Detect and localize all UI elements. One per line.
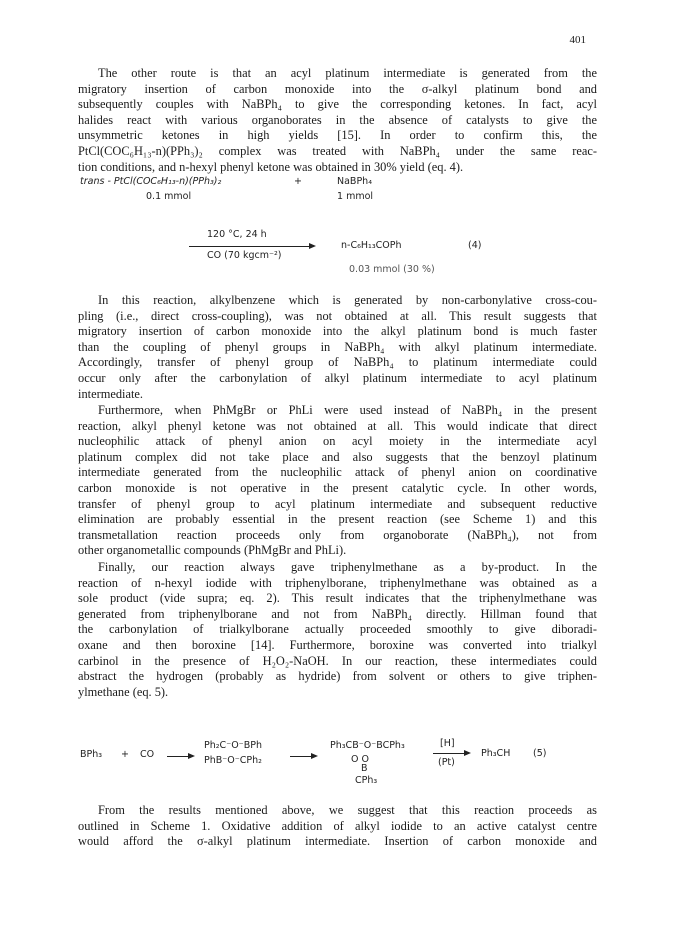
eq5-plus: + [121, 749, 129, 760]
eq4-product: n-C₆H₁₃COPh [341, 240, 402, 251]
eq4-conditions-top: 120 °C, 24 h [207, 229, 267, 240]
text-line: carbinol in the presence of H₂O₂-NaOH. In our reaction, these intermediates could [78, 653, 597, 668]
text-line: In this reaction, alkylbenzene which is generated by non-carbonylative cross-cou- [98, 293, 597, 307]
eq5-intermediate-1-top: Ph₂C⁻O⁻BPh [204, 740, 262, 751]
eq5-intermediate-2-oxygens: O O [351, 754, 369, 765]
eq4-reactant-1: trans - PtCl(COC₆H₁₃-n)(PPh₃)₂ [80, 176, 222, 187]
eq5-arrow-1 [167, 756, 189, 757]
paragraph-1 [78, 66, 597, 175]
text-line: The other route is that an acyl platinum intermediate is generated from the [98, 66, 597, 80]
text-line: generated from triphenylborane and not from NaBPh₄ directly. Hillman found that [78, 606, 597, 621]
text-line: occur only after the carbonylation of alkyl platinum intermediate to acyl platinum [78, 370, 597, 385]
eq4-amount-2: 1 mmol [337, 191, 374, 202]
text-line: halides react with various organoborates in the absence of catalysts to give the [78, 112, 597, 127]
text-line: oxane and then boroxine [14]. Furthermore, boroxine was converted into trialkyl [78, 637, 597, 652]
eq5-arrowhead-2 [311, 753, 318, 759]
paragraph-2 [78, 293, 597, 402]
eq5-arrowhead-3 [464, 750, 471, 756]
text-line: Finally, our reaction always gave triphenylmethane as a by-product. In the [98, 560, 597, 574]
eq5-intermediate-2-top: Ph₃CB⁻O⁻BCPh₃ [330, 740, 405, 751]
paragraph-3 [78, 403, 597, 559]
text-line: would afford the σ-alkyl platinum intermediate. Insertion of carbon monoxide and [78, 834, 597, 849]
text-line: the carbonylation of trialkylborane actually proceeded smoothly to give diboradi- [78, 622, 597, 637]
text-line: pling (i.e., direct cross-coupling), was not obtained at all. This result suggests that [78, 308, 597, 323]
eq5-reactant: BPh₃ [80, 749, 103, 760]
eq4-label: (4) [468, 240, 482, 251]
text-line: elimination are probably essential in the present reaction (see Scheme 1) and this [78, 512, 597, 527]
eq5-reagent-top: [H] [440, 738, 455, 749]
eq5-product: Ph₃CH [481, 748, 511, 759]
text-line: intermediate. [78, 386, 144, 401]
text-line: tion conditions, and n-hexyl phenyl ketone was obtained in 30% yield (eq. 4). [78, 159, 464, 174]
eq4-arrow [189, 246, 310, 247]
eq5-arrow-2 [290, 756, 312, 757]
text-line: abstract the hydrogen (probably as hydride) from solvent or others to give triphen- [78, 669, 597, 684]
text-line: intermediate generated from the nucleophilic attack of phenyl anion on coordinative [78, 465, 597, 480]
text-line: From the results mentioned above, we suggest that this reaction proceeds as [98, 803, 597, 817]
text-line: outlined in Scheme 1. Oxidative addition of alkyl iodide to an active catalyst centre [78, 818, 597, 833]
text-line: PtCl(COC₆H₁₃-n)(PPh₃)₂ complex was treated with NaBPh₄ under the same reac- [78, 143, 597, 158]
text-line: other organometallic compounds (PhMgBr and PhLi). [78, 543, 347, 558]
text-line: carbon monoxide is not operative in the present catalytic cycle. In other words, [78, 480, 597, 495]
text-line: platinum complex did not take place and also suggests that the benzoyl platinum [78, 449, 597, 464]
paragraph-5 [78, 803, 597, 850]
eq5-intermediate-1-bottom: PhB⁻O⁻CPh₂ [204, 755, 262, 766]
text-line: transfer of phenyl group to acyl platinum intermediate and subsequent reductive [78, 496, 597, 511]
text-line: reaction of n-hexyl iodide with triphenylborane, triphenylmethane was obtained as a [78, 575, 597, 590]
eq5-reagent-bottom: (Pt) [438, 757, 455, 768]
eq5-arrowhead-1 [188, 753, 195, 759]
eq5-intermediate-2-bottom: CPh₃ [355, 775, 378, 786]
eq5-co: CO [140, 749, 155, 760]
text-line: ylmethane (eq. 5). [78, 684, 169, 699]
eq4-yield: 0.03 mmol (30 %) [349, 264, 435, 275]
text-line: sole product (vide supra; eq. 2). This result indicates that the triphenylmethane was [78, 591, 597, 606]
page-number: 401 [569, 34, 586, 46]
text-line: Furthermore, when PhMgBr or PhLi were used instead of NaBPh₄ in the present [98, 403, 597, 417]
eq4-plus: + [294, 176, 302, 187]
eq4-amount-1: 0.1 mmol [146, 191, 192, 202]
paragraph-4 [78, 560, 597, 700]
eq5-arrow-3 [433, 753, 465, 754]
eq5-intermediate-2-boron: B [361, 763, 368, 774]
text-line: transmetallation reaction proceeds only from organoborate (NaBPh₄), not from [78, 527, 597, 542]
eq5-label: (5) [533, 748, 547, 759]
text-line: reaction, alkyl phenyl ketone was not obtained at all. This would indicate that direct [78, 418, 597, 433]
text-line: Accordingly, transfer of phenyl group of NaBPh₄ to platinum intermediate could [78, 355, 597, 370]
eq4-arrowhead [309, 243, 316, 249]
text-line: subsequently couples with NaBPh₄ to give the corresponding ketones. In fact, acyl [78, 97, 597, 112]
text-line: unsymmetric ketones in high yields [15]. In order to confirm this, the [78, 128, 597, 143]
text-line: nucleophilic attack of phenyl anion on acyl moiety in the intermediate acyl [78, 434, 597, 449]
eq4-reactant-2: NaBPh₄ [337, 176, 373, 187]
text-line: migratory insertion of carbon monoxide into the alkyl platinum bond is much faster [78, 324, 597, 339]
text-line: migratory insertion of carbon monoxide into the σ-alkyl platinum bond and [78, 81, 597, 96]
eq4-conditions-bottom: CO (70 kgcm⁻²) [207, 250, 282, 261]
text-line: than the coupling of phenyl groups in NaBPh₄ with alkyl platinum intermediate. [78, 339, 597, 354]
